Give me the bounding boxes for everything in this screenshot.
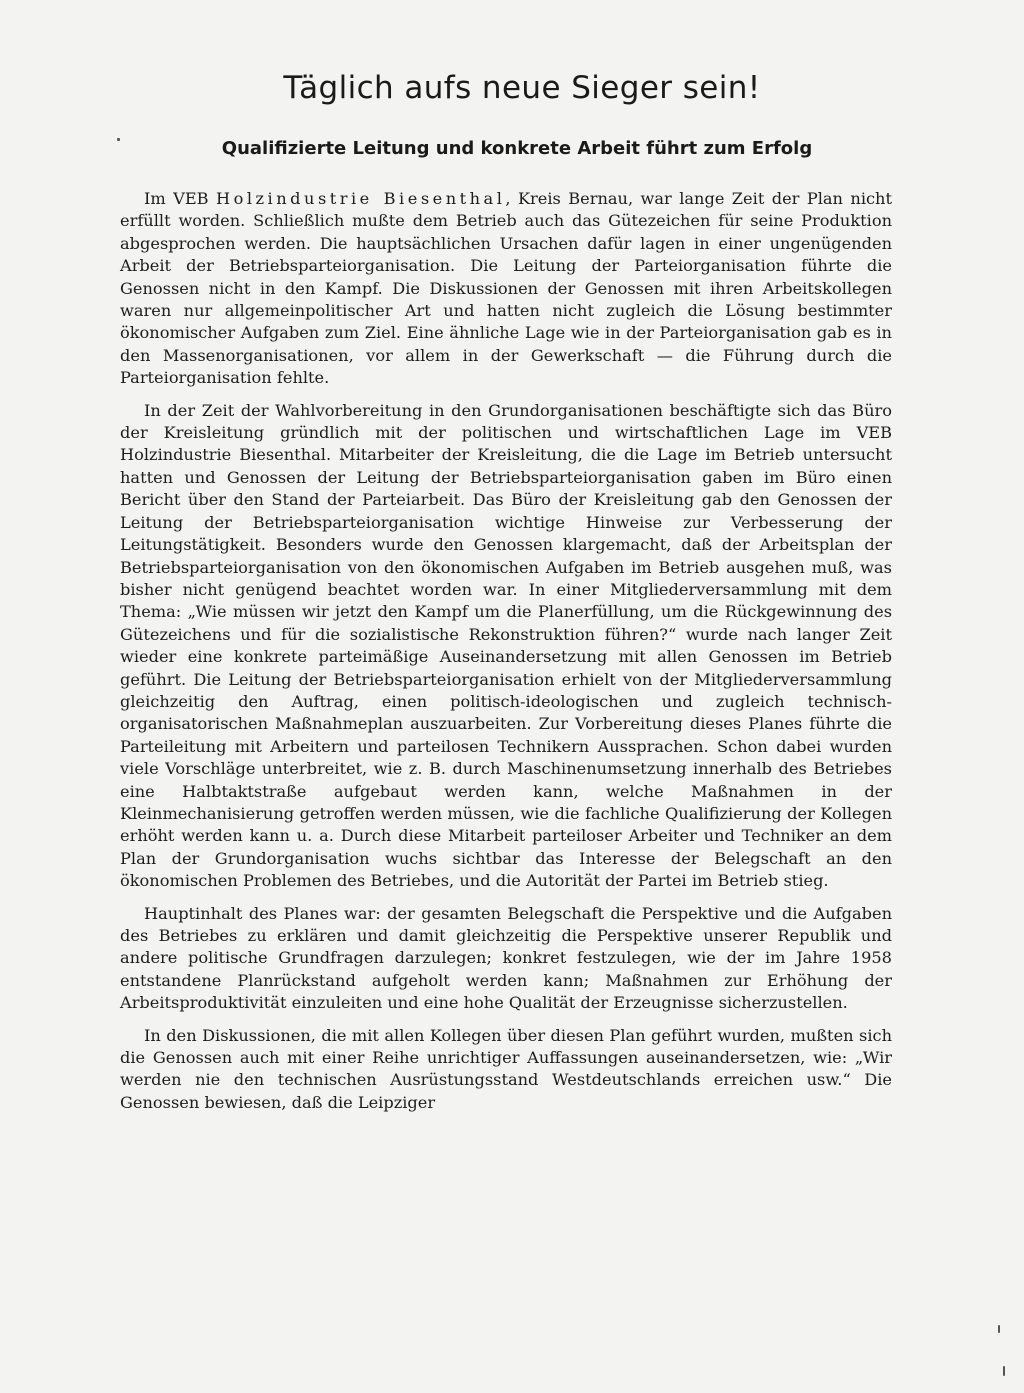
paragraph-1-lead: Im VEB	[144, 189, 216, 208]
company-name-emphasis: Holzindustrie Biesenthal	[215, 189, 506, 208]
article-body	[120, 188, 892, 1124]
paragraph-3: Hauptinhalt des Planes war: der gesamten Belegschaft die Perspektive und die Aufgaben des Betriebes zu erklären und damit gleichzeitig die Perspektive unserer Republik und andere politische Grundfragen darzulegen; konkret festzulegen, wie der im Jahre 1958 entstandene Planrückstand aufgeholt werden kann; Maßnahmen zur Erhöhung der Arbeitsproduktivität einzuleiten und eine hohe Qualität der Erzeugnisse sicherzustellen.	[120, 903, 892, 1013]
scan-speck	[117, 138, 120, 141]
scan-speck	[1003, 1366, 1005, 1376]
paragraph-2: In der Zeit der Wahlvorbereitung in den Grundorganisationen beschäftigte sich das Büro der Kreisleitung gründlich mit der politischen und wirtschaftlichen Lage im VEB Holzindustrie Biesenthal. Mitarbeiter der Kreisleitung, die die Lage im Betrieb untersucht hatten und Genossen der Leitung der Betriebsparteiorganisation gaben im Büro einen Bericht über den Stand der Parteiarbeit. Das Büro der Kreisleitung gab den Genossen der Leitung der Betriebsparteiorganisation wichtige Hinweise zur Verbesserung der Leitungstätigkeit. Besonders wurde den Genossen klargemacht, daß der Arbeitsplan der Betriebsparteiorganisation von den ökonomischen Aufgaben im Betrieb ausgehen muß, was bisher nicht genügend beachtet worden war. In einer Mitgliederversammlung mit dem Thema: „Wie müssen wir jetzt den Kampf um die Planerfüllung, um die Rückgewinnung des Gütezeichens und für die sozialistische Rekonstruktion führen?“ wurde nach langer Zeit wieder eine konkrete parteimäßige Auseinandersetzung mit allen Genossen im Betrieb geführt. Die Leitung der Betriebsparteiorganisation erhielt von der Mitgliederversammlung gleichzeitig den Auftrag, einen politisch-ideologischen und zugleich technisch-organisatorischen Maßnahmeplan auszuarbeiten. Zur Vorbereitung dieses Planes führte die Parteileitung mit Arbeitern und parteilosen Technikern Aussprachen. Schon dabei wurden viele Vorschläge unterbreitet, wie z. B. durch Maschinenumsetzung innerhalb des Betriebes eine Halbtaktstraße aufgebaut werden kann, welche Maßnahmen in der Kleinmechanisierung getroffen werden müssen, wie die fachliche Qualifizierung der Kollegen erhöht werden kann u. a. Durch diese Mitarbeit parteiloser Arbeiter und Techniker an dem Plan der Grundorganisation wuchs sichtbar das Interesse der Belegschaft an den ökonomischen Problemen des Betriebes, und die Autorität der Partei im Betrieb stieg.	[120, 400, 892, 891]
paragraph-1-text: , Kreis Bernau, war lange Zeit der Plan nicht erfüllt worden. Schließlich mußte dem Betrieb auch das Gütezeichen für seine Produktion abgesprochen werden. Die hauptsächlichen Ursachen dafür lagen in einer ungenügenden Arbeit der Betriebsparteiorganisation. Die Leitung der Parteiorganisation führte die Genossen nicht in den Kampf. Die Diskussionen der Genossen mit ihren Arbeitskollegen waren nur allgemeinpolitischer Art und hatten nicht zugleich die Lösung bestimmter ökonomischer Aufgaben zum Ziel. Eine ähnliche Lage wie in der Parteiorganisation gab es in den Massenorganisationen, vor allem in der Gewerkschaft — die Führung durch die Parteiorganisation fehlte.	[120, 189, 892, 388]
article-subtitle: Qualifizierte Leitung und konkrete Arbeit führt zum Erfolg	[221, 138, 813, 159]
paragraph-1	[120, 188, 892, 390]
article-title: Täglich aufs neue Sieger sein!	[283, 70, 761, 106]
scan-speck	[998, 1325, 1000, 1333]
paragraph-4: In den Diskussionen, die mit allen Kollegen über diesen Plan geführt wurden, mußten sich die Genossen auch mit einer Reihe unrichtiger Auffassungen auseinandersetzen, wie: „Wir werden nie den technischen Ausrüstungsstand Westdeutschlands erreichen usw.“ Die Genossen bewiesen, daß die Leipziger	[120, 1025, 892, 1112]
